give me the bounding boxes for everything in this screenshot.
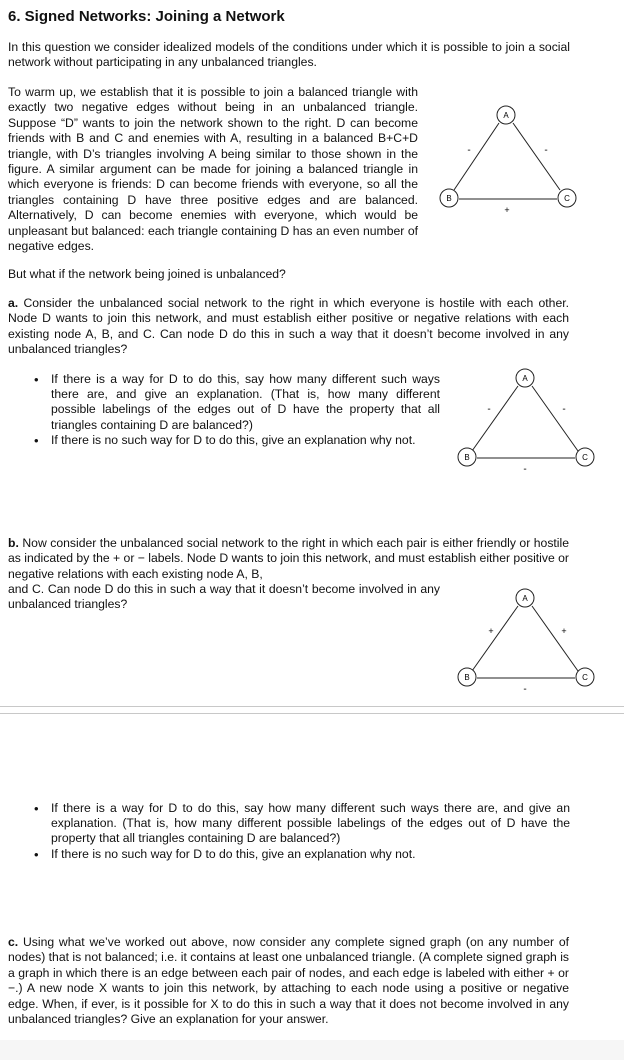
node-c-label: C [564, 194, 570, 203]
page-divider [0, 713, 624, 714]
node-c-label: C [582, 673, 588, 682]
edge-ac [532, 606, 578, 671]
warmup-paragraph: To warm up, we establish that it is possible to join a balanced triangle with exactly two negative edges without being in an unbalanced triangle. Suppose “D” wants to join the network shown to the right. D can become friends with B and C and enemies with A, resulting in a balanced B+C+D triangle, with D’s triangles involving A being similar to those shown in the figure. A similar argument can be made for joining a balanced triangle in which everyone is friends: D can become friends with everyone, so all the triangles containing D have three positive edges and are balanced. Alternatively, D can become enemies with everyone, which would be unpleasant but balanced: each triangle containing D has an even number of negative edges. [8, 85, 418, 254]
edge-ac [532, 386, 578, 451]
page-divider [0, 706, 624, 707]
figure-mixed-triangle [454, 586, 602, 702]
part-a-paragraph [8, 296, 569, 358]
edge-ac-sign: - [544, 145, 548, 156]
part-b-text: Now consider the unbalanced social network to the right in which each pair is either friendly or hostile as indicated by the + or − labels. Node D wants to join this network, and must establish either positive or negative relations with each existing node A, B, [8, 536, 570, 581]
edge-ab-sign: - [467, 145, 471, 156]
intro-paragraph: In this question we consider idealized models of the conditions under which it is possible to join a social network without participating in any unbalanced triangles. [8, 40, 570, 70]
edge-bc-sign: - [523, 684, 527, 695]
node-a-label: A [522, 374, 528, 383]
list-item: • If there is a way for D to do this, say how many different such ways there are, and give an explanation. (That is, how many different possible labelings of the edges out of D have the property that all triangles containing D are balanced?) [30, 372, 440, 433]
node-b-label: B [446, 194, 452, 203]
part-a-text: Consider the unbalanced social network to the right in which everyone is hostile with each other. Node D wants to join this network, and must establish either positive or negative relations with each existing node A, B, and C. Can node D do this in such a way that it doesn’t become involved in any unbalanced triangles? [8, 296, 570, 357]
figure-balanced-triangle [436, 102, 584, 218]
unbalanced-question: But what if the network being joined is unbalanced? [8, 267, 286, 281]
part-b-bullets [30, 801, 570, 862]
edge-ab-sign: + [488, 626, 494, 636]
figure-all-hostile-triangle [454, 366, 602, 482]
edge-bc-sign: + [504, 205, 510, 215]
part-a-bullets [30, 372, 440, 448]
node-c-label: C [582, 453, 588, 462]
question-title: 6. Signed Networks: Joining a Network [8, 8, 285, 25]
edge-ac-sign: + [561, 626, 567, 636]
node-b-label: B [464, 673, 470, 682]
edge-ab [472, 386, 518, 451]
part-c-label: c. [8, 935, 19, 949]
edge-ab [472, 606, 518, 671]
list-item: • If there is no such way for D to do this, give an explanation why not. [30, 847, 570, 862]
list-item: • If there is no such way for D to do this, give an explanation why not. [30, 433, 440, 448]
part-c-text: Using what we’ve worked out above, now consider any complete signed graph (on any number of nodes) that is not balanced; i.e. it contains at least one unbalanced triangle. (A complete signed graph is a graph in which there is an edge between each pair of nodes, and each edge is labeled with either + or −.) A new node X wants to join this network, by attaching to each node using a positive or negative edge. When, if ever, is it possible for X to do this in such a way that it does not become involved in any unbalanced triangles? Give an explanation for your answer. [8, 935, 569, 1027]
edge-ab [454, 123, 499, 190]
part-c-paragraph [8, 935, 569, 1027]
list-item: • If there is a way for D to do this, say how many different such ways there are, and give an explanation. (That is, how many different possible labelings of the edges out of D have the property that all triangles containing D are balanced?) [30, 801, 570, 847]
edge-ac [513, 123, 560, 190]
part-b-paragraph-continued: and C. Can node D do this in such a way that it doesn’t become involved in any unbalanced triangles? [8, 582, 440, 612]
edge-ab-sign: - [487, 404, 491, 415]
part-b-label: b. [8, 536, 19, 550]
edge-ac-sign: - [562, 404, 566, 415]
edge-bc-sign: - [523, 464, 527, 475]
part-a-label: a. [8, 296, 19, 310]
node-b-label: B [464, 453, 470, 462]
node-a-label: A [522, 594, 528, 603]
node-a-label: A [503, 111, 509, 120]
page-footer-shade [0, 1040, 624, 1060]
part-b-paragraph [8, 536, 569, 582]
